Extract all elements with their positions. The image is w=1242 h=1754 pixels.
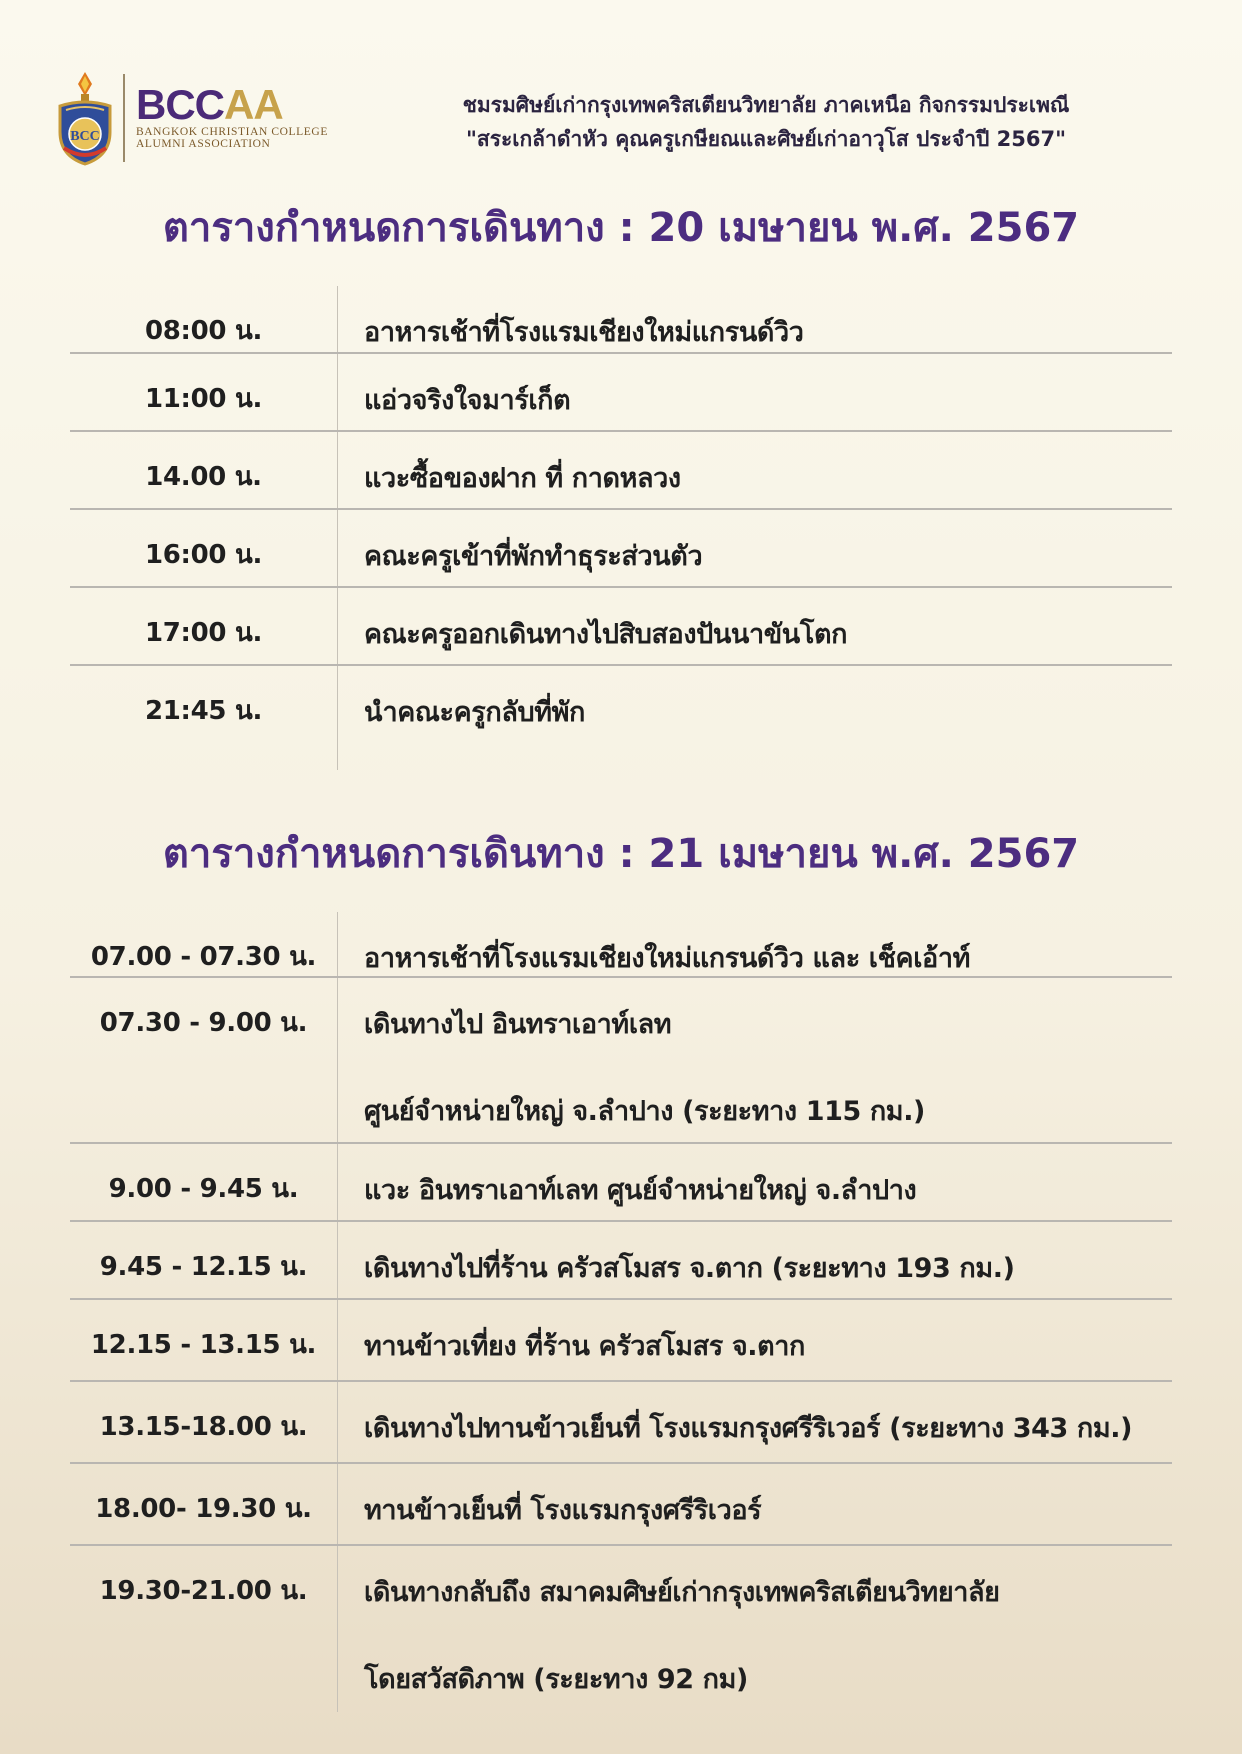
activity-cell bbox=[338, 510, 1172, 586]
time-cell: 16:00 น. bbox=[70, 510, 338, 586]
activity-cell bbox=[338, 1546, 1172, 1712]
time-cell: 18.00- 19.30 น. bbox=[70, 1464, 338, 1544]
bcc-emblem-icon bbox=[54, 70, 116, 166]
org-line-1: ชมรมศิษย์เก่ากรุงเทพคริสเตียนวิทยาลัย ภาคเหนือ กิจกรรมประเพณี bbox=[462, 93, 1070, 117]
org-line-2: "สระเกล้าดำหัว คุณครูเกษียณและศิษย์เก่าอาวุโส ประจำปี 2567" bbox=[465, 127, 1067, 151]
time-cell: 08:00 น. bbox=[70, 286, 338, 352]
logo-mark-bcc: BCC bbox=[136, 81, 224, 128]
activity-text: แอ่วจริงใจมาร์เก็ต bbox=[364, 385, 571, 416]
activity-cell bbox=[338, 666, 1172, 770]
day1-schedule bbox=[70, 286, 1172, 770]
activity-cell bbox=[338, 432, 1172, 508]
schedule-row bbox=[70, 588, 1172, 666]
time-cell: 9.45 - 12.15 น. bbox=[70, 1222, 338, 1298]
schedule-row bbox=[70, 1300, 1172, 1382]
activity-text: ทานข้าวเที่ยง ที่ร้าน ครัวสโมสร จ.ตาก bbox=[364, 1331, 805, 1362]
schedule-row bbox=[70, 1382, 1172, 1464]
time-cell: 12.15 - 13.15 น. bbox=[70, 1300, 338, 1380]
activity-text: เดินทางไป อินทราเอาท์เลท bbox=[364, 1009, 672, 1040]
activity-cell bbox=[338, 978, 1172, 1142]
activity-text: ทานข้าวเย็นที่ โรงแรมกรุงศรีริเวอร์ bbox=[364, 1495, 762, 1526]
activity-text: เดินทางไปที่ร้าน ครัวสโมสร จ.ตาก (ระยะทาง 193 กม.) bbox=[364, 1253, 1015, 1284]
day2-schedule bbox=[70, 912, 1172, 1712]
activity-cell bbox=[338, 1222, 1172, 1298]
activity-text: นำคณะครูกลับที่พัก bbox=[364, 697, 585, 728]
day1-title: ตารางกำหนดการเดินทาง : 20 เมษายน พ.ศ. 2567 bbox=[162, 205, 1080, 251]
logo-subtitle-1: BANGKOK CHRISTIAN COLLEGE bbox=[136, 126, 328, 138]
logo-mark-aa: AA bbox=[224, 81, 283, 128]
time-cell: 07.30 - 9.00 น. bbox=[70, 978, 338, 1142]
activity-cell bbox=[338, 912, 1172, 976]
time-cell: 21:45 น. bbox=[70, 666, 338, 770]
schedule-row bbox=[70, 1144, 1172, 1222]
organization-heading bbox=[366, 88, 1166, 156]
day2-title: ตารางกำหนดการเดินทาง : 21 เมษายน พ.ศ. 2567 bbox=[162, 831, 1080, 877]
schedule-row bbox=[70, 978, 1172, 1144]
time-cell: 11:00 น. bbox=[70, 354, 338, 430]
time-cell: 14.00 น. bbox=[70, 432, 338, 508]
activity-cell bbox=[338, 588, 1172, 664]
activity-cell bbox=[338, 354, 1172, 430]
activity-cell bbox=[338, 1300, 1172, 1380]
schedule-row bbox=[70, 286, 1172, 354]
bccaa-logo bbox=[136, 81, 366, 150]
header bbox=[54, 70, 1194, 170]
time-cell: 17:00 น. bbox=[70, 588, 338, 664]
schedule-row bbox=[70, 666, 1172, 770]
header-divider bbox=[123, 74, 125, 162]
activity-text: อาหารเช้าที่โรงแรมเชียงใหม่แกรนด์วิว bbox=[364, 317, 804, 348]
activity-cell bbox=[338, 1144, 1172, 1220]
activity-cell bbox=[338, 286, 1172, 352]
activity-text-line-2: ศูนย์จำหน่ายใหญ่ จ.ลำปาง (ระยะทาง 115 กม.) bbox=[364, 1096, 925, 1127]
activity-text: แวะ อินทราเอาท์เลท ศูนย์จำหน่ายใหญ่ จ.ลำปาง bbox=[364, 1175, 917, 1206]
time-cell: 9.00 - 9.45 น. bbox=[70, 1144, 338, 1220]
activity-text: คณะครูเข้าที่พักทำธุระส่วนตัว bbox=[364, 541, 703, 572]
schedule-row bbox=[70, 1222, 1172, 1300]
schedule-row bbox=[70, 432, 1172, 510]
schedule-row bbox=[70, 510, 1172, 588]
activity-cell bbox=[338, 1382, 1172, 1462]
activity-text-line-2: โดยสวัสดิภาพ (ระยะทาง 92 กม) bbox=[364, 1664, 748, 1695]
activity-text: เดินทางกลับถึง สมาคมศิษย์เก่ากรุงเทพคริสเตียนวิทยาลัย bbox=[364, 1577, 1000, 1608]
activity-text: แวะซื้อของฝาก ที่ กาดหลวง bbox=[364, 463, 681, 494]
activity-text: เดินทางไปทานข้าวเย็นที่ โรงแรมกรุงศรีริเวอร์ (ระยะทาง 343 กม.) bbox=[364, 1413, 1133, 1444]
schedule-row bbox=[70, 354, 1172, 432]
schedule-row bbox=[70, 1464, 1172, 1546]
time-cell: 13.15-18.00 น. bbox=[70, 1382, 338, 1462]
svg-text:BCC: BCC bbox=[70, 129, 100, 144]
time-cell: 07.00 - 07.30 น. bbox=[70, 912, 338, 976]
activity-text: อาหารเช้าที่โรงแรมเชียงใหม่แกรนด์วิว และ เช็คเอ้าท์ bbox=[364, 943, 971, 974]
logo-subtitle-2: ALUMNI ASSOCIATION bbox=[136, 138, 271, 150]
schedule-row bbox=[70, 1546, 1172, 1712]
activity-cell bbox=[338, 1464, 1172, 1544]
activity-text: คณะครูออกเดินทางไปสิบสองปันนาขันโตก bbox=[364, 619, 848, 650]
time-cell: 19.30-21.00 น. bbox=[70, 1546, 338, 1712]
logo-mark bbox=[136, 81, 366, 128]
schedule-row bbox=[70, 912, 1172, 978]
